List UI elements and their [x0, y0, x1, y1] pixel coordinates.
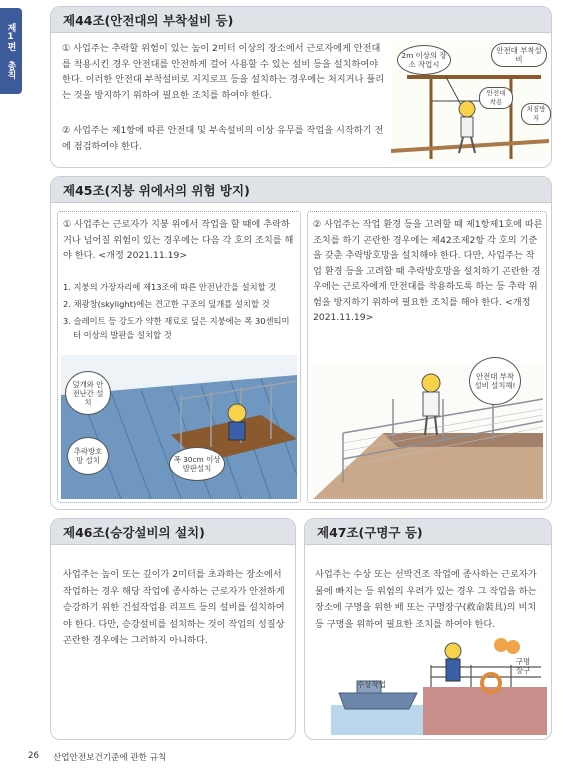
speech-bubble-install-anchor: 안전대 부착설비 설치해!	[469, 357, 521, 405]
article-44-paragraph-1: ① 사업주는 추락할 위험이 있는 높이 2미터 이상의 장소에서 근로자에게 안전대를 착용시킨 경우 안전대를 안전하게 걸어 사용할 수 있는 설비 등을 설치하여야 한다. 이러한 안전대 부착설비로 지지로프 등을 설치하는 경우에는 처지거나 풀리는 것을 방지하기 위하여 필요한 조치를 하여야 한다.	[62, 43, 385, 101]
speech-bubble-anchor: 안전대 부착설비	[491, 43, 547, 67]
article-46-card	[50, 518, 296, 740]
article-47-title: 제47조(구명구 등)	[305, 519, 551, 545]
speech-bubble-safety-net: 추락방호망 설치	[67, 437, 109, 475]
page-number: 26	[28, 751, 39, 761]
article-45-list-item-2: 2. 채광창(skylight)에는 견고한 구조의 덮개를 설치할 것	[63, 299, 270, 309]
label-sag-prevention: 처짐방지	[521, 103, 551, 125]
article-44-paragraph-2: ② 사업주는 제1항에 따른 안전대 및 부속설비의 이상 유무를 작업을 시작하기 전에 점검하여야 한다.	[62, 125, 384, 152]
article-46-title: 제46조(승강설비의 설치)	[51, 519, 295, 545]
speech-bubble-cover-guardrail: 덮개와 안전난간 설치	[65, 371, 111, 415]
book-title: 산업안전보건기준에 관한 규칙	[52, 753, 167, 763]
page-footer	[28, 751, 166, 763]
article-47-card	[304, 518, 552, 740]
label-life-saving-gear: 구명 장구	[515, 657, 531, 675]
article-46-paragraph: 사업주는 높이 또는 깊이가 2미터를 초과하는 장소에서 작업하는 경우 해당 작업에 종사하는 근로자가 안전하게 승강하기 위한 건설작업용 리프트 등의 설비를 설치하여야 한다. 다만, 승강설비를 설치하는 것이 작업의 성질상 곤란한 경우에는 그러하지 아니하다.	[63, 569, 285, 646]
article-45-list-item-1: 1. 지붕의 가장자리에 제13조에 따른 안전난간을 설치할 것	[63, 282, 277, 292]
speech-bubble-height: 2m 이상의 장소 작업시	[397, 45, 451, 75]
chapter-side-tab: 제1편 총칙	[0, 8, 22, 94]
article-45-list-item-3: 3. 슬레이트 등 강도가 약한 재료로 덮은 지붕에는 폭 30센티미터 이상의 발판을 설치할 것	[63, 316, 290, 340]
label-water-work: 수상작업	[357, 680, 386, 689]
article-45-paragraph-1: ① 사업주는 근로자가 지붕 위에서 작업을 할 때에 추락하거나 넘어질 위험이 있는 경우에는 다음 각 호의 조치를 해야 한다. <개정 2021.11.19>	[63, 219, 294, 261]
article-44-title: 제44조(안전대의 부착설비 등)	[51, 7, 551, 33]
article-47-paragraph: 사업주는 수상 또는 선박건조 작업에 종사하는 근로자가 물에 빠지는 등 위험의 우려가 있는 경우 그 작업을 하는 장소에 구명을 위한 배 또는 구명장구(救命裝具)의 비치 등 구명을 위하여 필요한 조치를 하여야 한다.	[315, 569, 537, 630]
article-44-card	[50, 6, 552, 168]
article-45-card	[50, 176, 552, 510]
speech-bubble-30cm-board: 폭 30cm 이상 발판설치	[169, 447, 225, 481]
article-45-title: 제45조(지붕 위에서의 위험 방지)	[51, 177, 551, 203]
article-45-paragraph-2: ② 사업주는 작업 환경 등을 고려할 때 제1항제1호에 따른 조치를 하기 곤란한 경우에는 제42조제2항 각 호의 기준을 갖춘 추락방호망을 설치해야 한다. 다만, 사업주는 작업 환경 등을 고려할 때 추락방호망을 설치하기 곤란한 경우에는 근로자에게 안전대를 착용하도록 하는 등 추락 위험을 방지하기 위하여 필요한 조치를 해야 한다. <개정 2021.11.19>	[313, 219, 543, 323]
label-harness: 안전대 착용	[479, 87, 513, 109]
